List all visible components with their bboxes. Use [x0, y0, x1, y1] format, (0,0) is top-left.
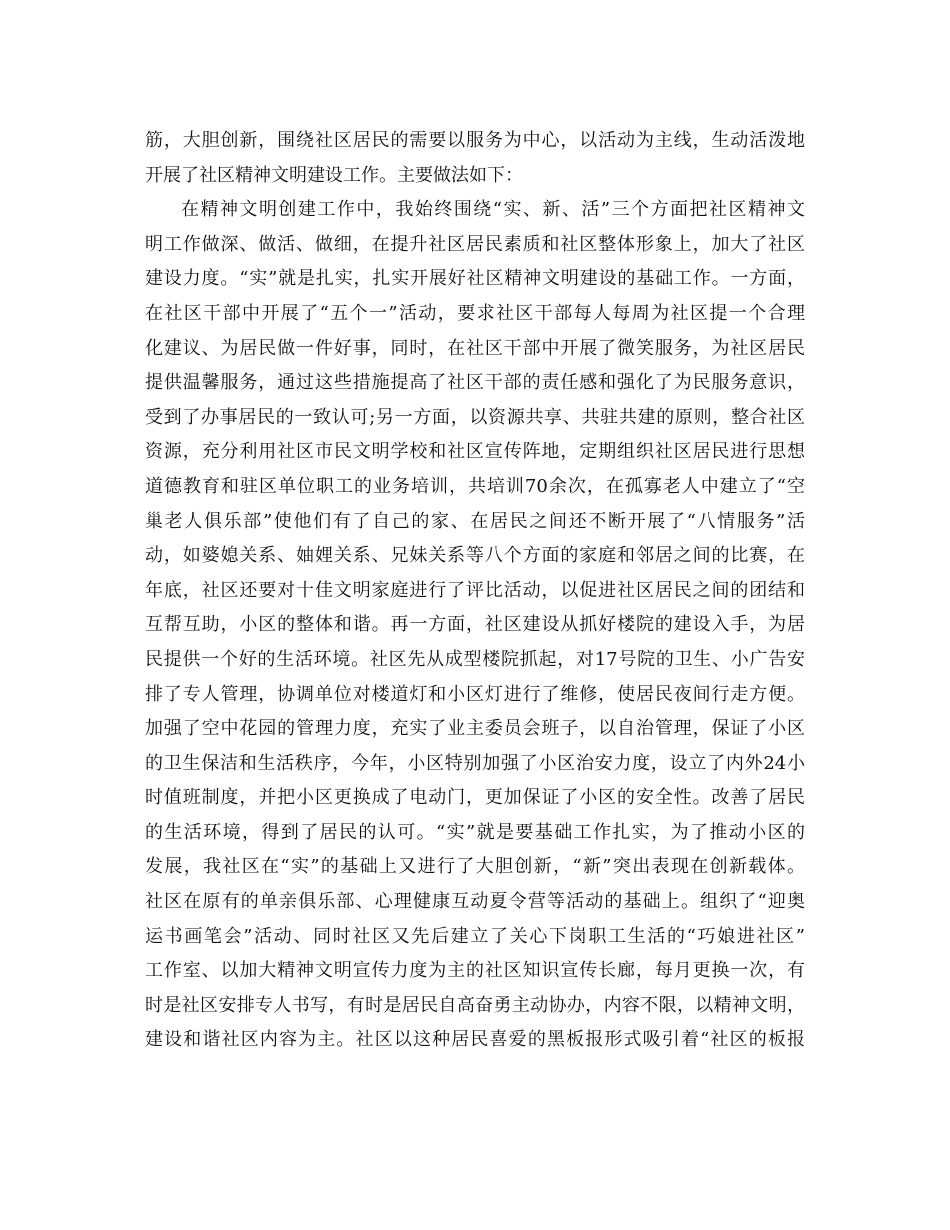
text-line: 提供温馨服务，通过这些措施提高了社区干部的责任感和强化了为民服务意识， — [145, 372, 805, 394]
text-line: 道德教育和驻区单位职工的业务培训，共培训70余次，在孤寡老人中建立了“空 — [145, 475, 805, 497]
text-line: 互帮互助，小区的整体和谐。再一方面，社区建设从抓好楼院的建设入手，为居 — [145, 614, 805, 636]
text-line: 年底，社区还要对十佳文明家庭进行了评比活动，以促进社区居民之间的团结和 — [145, 579, 805, 601]
text-line: 在社区干部中开展了“五个一”活动，要求社区干部每人每周为社区提一个合理 — [145, 302, 805, 324]
text-line: 民提供一个好的生活环境。社区先从成型楼院抓起，对17号院的卫生、小广告安 — [145, 648, 805, 670]
text-line: 在精神文明创建工作中，我始终围绕“实、新、活”三个方面把社区精神文 — [181, 199, 805, 221]
text-line: 受到了办事居民的一致认可;另一方面，以资源共享、共驻共建的原则，整合社区 — [145, 406, 805, 428]
text-line: 巢老人俱乐部”使他们有了自己的家、在居民之间还不断开展了“八情服务”活 — [145, 510, 805, 532]
text-line: 的卫生保洁和生活秩序，今年，小区特别加强了小区治安力度，设立了内外24小 — [145, 752, 805, 774]
text-line: 开展了社区精神文明建设工作。主要做法如下： — [145, 164, 523, 186]
text-line: 建设力度。“实”就是扎实，扎实开展好社区精神文明建设的基础工作。一方面， — [145, 268, 805, 290]
text-line: 时值班制度，并把小区更换成了电动门，更加保证了小区的安全性。改善了居民 — [145, 787, 805, 809]
text-line: 化建议、为居民做一件好事，同时，在社区干部中开展了微笑服务，为社区居民 — [145, 337, 805, 359]
text-line: 明工作做深、做活、做细，在提升社区居民素质和社区整体形象上，加大了社区 — [145, 233, 805, 255]
text-line: 的生活环境，得到了居民的认可。“实”就是要基础工作扎实，为了推动小区的 — [145, 821, 805, 843]
document-body — [145, 124, 805, 1093]
text-line: 加强了空中花园的管理力度，充实了业主委员会班子，以自治管理，保证了小区 — [145, 718, 805, 740]
text-line: 社区在原有的单亲俱乐部、心理健康互动夏令营等活动的基础上。组织了“迎奥 — [145, 891, 805, 913]
paragraph-1 — [145, 124, 805, 193]
text-line: 动，如婆媳关系、妯娌关系、兄妹关系等八个方面的家庭和邻居之间的比赛，在 — [145, 545, 805, 567]
text-line: 资源，充分利用社区市民文明学校和社区宣传阵地，定期组织社区居民进行思想 — [145, 441, 805, 463]
text-line: 筋，大胆创新，围绕社区居民的需要以服务为中心，以活动为主线，生动活泼地 — [145, 130, 805, 151]
text-line: 运书画笔会”活动、同时社区又先后建立了关心下岗职工生活的“巧娘进社区” — [145, 925, 805, 947]
text-line: 发展，我社区在“实”的基础上又进行了大胆创新，“新”突出表现在创新载体。 — [145, 856, 805, 878]
text-line: 工作室、以加大精神文明宣传力度为主的社区知识宣传长廊，每月更换一次，有 — [145, 960, 805, 982]
text-line: 建设和谐社区内容为主。社区以这种居民喜爱的黑板报形式吸引着“社区的板报 — [145, 1029, 805, 1051]
text-line: 时是社区安排专人书写，有时是居民自高奋勇主动协办，内容不限，以精神文明， — [145, 994, 805, 1016]
text-line — [145, 1058, 805, 1093]
paragraph-2 — [145, 193, 805, 1092]
text-line: 排了专人管理，协调单位对楼道灯和小区灯进行了维修，使居民夜间行走方便。 — [145, 683, 805, 705]
